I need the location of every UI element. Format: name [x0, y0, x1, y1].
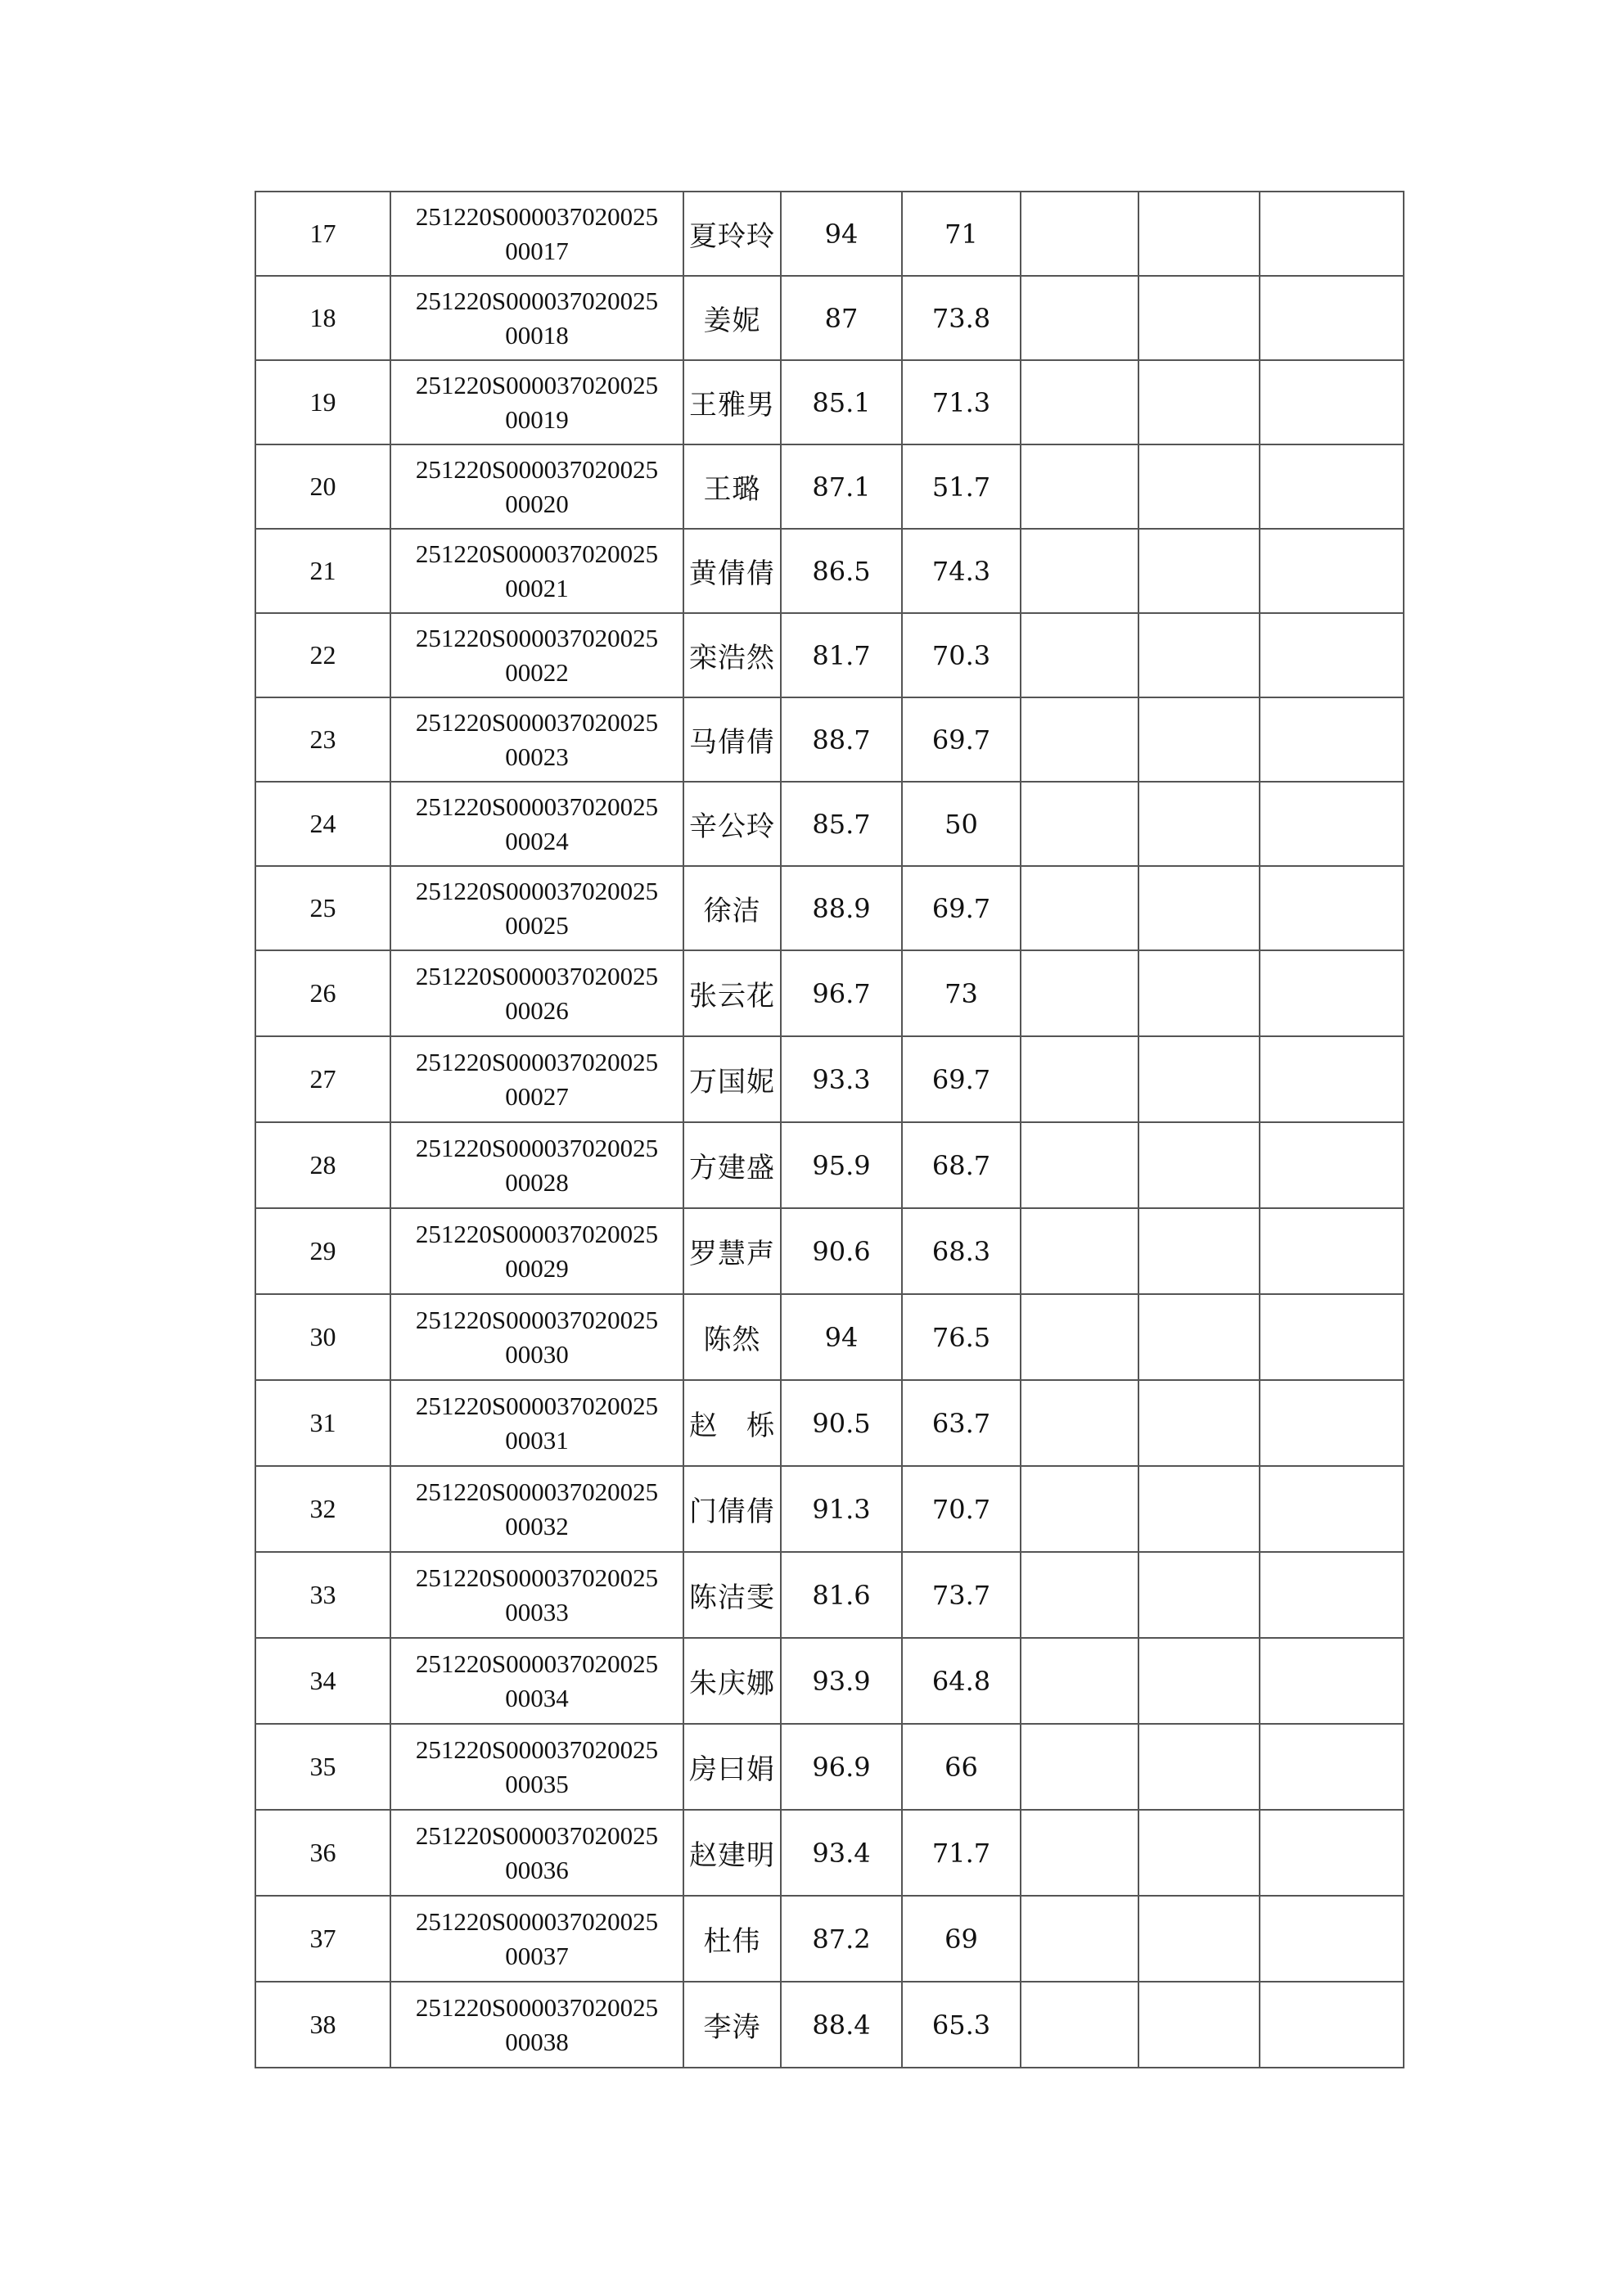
score2-cell: 69.7	[902, 866, 1021, 950]
empty-cell	[1138, 866, 1260, 950]
empty-cell	[1138, 1810, 1260, 1896]
table-row	[255, 1982, 1404, 2068]
exam-id-line2: 00037	[505, 1941, 569, 1970]
exam-id-cell	[390, 192, 683, 276]
name-cell: 罗慧声	[683, 1208, 781, 1294]
exam-id-line2: 00023	[505, 742, 569, 771]
table-row	[255, 950, 1404, 1036]
name-cell: 辛公玲	[683, 782, 781, 866]
score2-cell: 63.7	[902, 1380, 1021, 1466]
name-cell: 姜妮	[683, 276, 781, 360]
score1-cell: 94	[781, 192, 902, 276]
exam-id-line1: 251220S000037020025	[415, 370, 659, 399]
empty-cell	[1260, 1122, 1404, 1208]
score1-cell: 81.7	[781, 613, 902, 697]
score1-cell: 91.3	[781, 1466, 902, 1552]
empty-cell	[1021, 613, 1138, 697]
table-body	[255, 192, 1404, 2068]
table-row	[255, 1380, 1404, 1466]
score1-cell: 93.3	[781, 1036, 902, 1122]
empty-cell	[1138, 1122, 1260, 1208]
exam-id-line2: 00034	[505, 1683, 569, 1712]
exam-id-line1: 251220S000037020025	[415, 1047, 659, 1076]
table-row	[255, 697, 1404, 782]
score2-cell: 65.3	[902, 1982, 1021, 2068]
empty-cell	[1021, 529, 1138, 613]
empty-cell	[1260, 950, 1404, 1036]
score1-cell: 87.1	[781, 444, 902, 529]
score2-cell: 71	[902, 192, 1021, 276]
row-index-cell: 21	[255, 529, 390, 613]
score1-cell: 85.1	[781, 360, 902, 444]
table-row	[255, 1638, 1404, 1724]
exam-id-line2: 00028	[505, 1167, 569, 1197]
row-index-cell: 38	[255, 1982, 390, 2068]
empty-cell	[1021, 866, 1138, 950]
empty-cell	[1021, 1208, 1138, 1294]
exam-id-line2: 00033	[505, 1597, 569, 1626]
empty-cell	[1138, 950, 1260, 1036]
exam-id-line1: 251220S000037020025	[415, 961, 659, 990]
table-row	[255, 1294, 1404, 1380]
score2-cell: 69	[902, 1896, 1021, 1982]
exam-id-line1: 251220S000037020025	[415, 1906, 659, 1936]
exam-id-cell	[390, 950, 683, 1036]
exam-id-cell	[390, 360, 683, 444]
exam-id-line1: 251220S000037020025	[415, 1820, 659, 1850]
empty-cell	[1021, 1294, 1138, 1380]
exam-id-line2: 00038	[505, 2027, 569, 2056]
row-index-cell: 23	[255, 697, 390, 782]
exam-id-cell	[390, 697, 683, 782]
table-row	[255, 529, 1404, 613]
empty-cell	[1138, 529, 1260, 613]
exam-id-line2: 00035	[505, 1769, 569, 1798]
empty-cell	[1138, 697, 1260, 782]
score1-cell: 96.9	[781, 1724, 902, 1810]
name-cell: 夏玲玲	[683, 192, 781, 276]
score1-cell: 95.9	[781, 1122, 902, 1208]
name-cell: 黄倩倩	[683, 529, 781, 613]
exam-id-line2: 00032	[505, 1511, 569, 1540]
exam-id-cell	[390, 1552, 683, 1638]
empty-cell	[1138, 1638, 1260, 1724]
row-index-cell: 19	[255, 360, 390, 444]
table-row	[255, 1896, 1404, 1982]
table-row	[255, 1810, 1404, 1896]
exam-id-line1: 251220S000037020025	[415, 1734, 659, 1764]
empty-cell	[1260, 1380, 1404, 1466]
empty-cell	[1138, 1380, 1260, 1466]
exam-id-cell	[390, 444, 683, 529]
empty-cell	[1138, 1036, 1260, 1122]
score2-cell: 70.3	[902, 613, 1021, 697]
empty-cell	[1021, 360, 1138, 444]
name-cell: 王雅男	[683, 360, 781, 444]
empty-cell	[1260, 360, 1404, 444]
empty-cell	[1138, 1982, 1260, 2068]
exam-id-cell	[390, 1638, 683, 1724]
empty-cell	[1260, 697, 1404, 782]
exam-id-line2: 00024	[505, 826, 569, 855]
exam-id-line1: 251220S000037020025	[415, 1992, 659, 2022]
exam-id-cell	[390, 1036, 683, 1122]
empty-cell	[1260, 1810, 1404, 1896]
empty-cell	[1021, 1466, 1138, 1552]
empty-cell	[1260, 613, 1404, 697]
exam-id-cell	[390, 613, 683, 697]
exam-id-cell	[390, 1380, 683, 1466]
score1-cell: 87.2	[781, 1896, 902, 1982]
table-row	[255, 444, 1404, 529]
exam-id-line2: 00017	[505, 236, 569, 265]
score2-cell: 71.7	[902, 1810, 1021, 1896]
empty-cell	[1021, 1638, 1138, 1724]
exam-id-line1: 251220S000037020025	[415, 1219, 659, 1248]
score1-cell: 88.7	[781, 697, 902, 782]
empty-cell	[1260, 782, 1404, 866]
exam-id-line2: 00018	[505, 320, 569, 350]
name-cell: 张云花	[683, 950, 781, 1036]
exam-id-cell	[390, 782, 683, 866]
exam-id-cell	[390, 1208, 683, 1294]
exam-id-cell	[390, 1982, 683, 2068]
score2-cell: 71.3	[902, 360, 1021, 444]
exam-id-cell	[390, 1294, 683, 1380]
row-index-cell: 34	[255, 1638, 390, 1724]
exam-id-cell	[390, 1810, 683, 1896]
exam-id-line1: 251220S000037020025	[415, 1649, 659, 1678]
score2-cell: 69.7	[902, 1036, 1021, 1122]
table-row	[255, 1552, 1404, 1638]
empty-cell	[1260, 1896, 1404, 1982]
table-row	[255, 192, 1404, 276]
empty-cell	[1021, 276, 1138, 360]
table-row	[255, 866, 1404, 950]
table-row	[255, 782, 1404, 866]
score1-cell: 93.4	[781, 1810, 902, 1896]
empty-cell	[1138, 192, 1260, 276]
score2-cell: 68.7	[902, 1122, 1021, 1208]
empty-cell	[1138, 1896, 1260, 1982]
exam-id-line1: 251220S000037020025	[415, 539, 659, 568]
score1-cell: 93.9	[781, 1638, 902, 1724]
empty-cell	[1260, 1982, 1404, 2068]
score1-cell: 88.4	[781, 1982, 902, 2068]
exam-id-line2: 00019	[505, 404, 569, 434]
row-index-cell: 24	[255, 782, 390, 866]
empty-cell	[1260, 1552, 1404, 1638]
empty-cell	[1138, 1466, 1260, 1552]
table-row	[255, 613, 1404, 697]
exam-id-line2: 00031	[505, 1425, 569, 1455]
score1-cell: 85.7	[781, 782, 902, 866]
exam-id-line1: 251220S000037020025	[415, 286, 659, 315]
exam-id-cell	[390, 1122, 683, 1208]
name-cell: 陈然	[683, 1294, 781, 1380]
score1-cell: 94	[781, 1294, 902, 1380]
table-row	[255, 360, 1404, 444]
score2-cell: 73.7	[902, 1552, 1021, 1638]
exam-id-line2: 00027	[505, 1081, 569, 1111]
name-cell: 王璐	[683, 444, 781, 529]
exam-id-line2: 00029	[505, 1253, 569, 1283]
empty-cell	[1021, 192, 1138, 276]
row-index-cell: 17	[255, 192, 390, 276]
empty-cell	[1260, 276, 1404, 360]
empty-cell	[1021, 1036, 1138, 1122]
empty-cell	[1260, 192, 1404, 276]
score1-cell: 90.6	[781, 1208, 902, 1294]
empty-cell	[1260, 866, 1404, 950]
empty-cell	[1138, 1724, 1260, 1810]
empty-cell	[1021, 782, 1138, 866]
exam-id-line1: 251220S000037020025	[415, 1391, 659, 1420]
score2-cell: 70.7	[902, 1466, 1021, 1552]
empty-cell	[1260, 529, 1404, 613]
exam-id-line2: 00036	[505, 1855, 569, 1884]
exam-id-line2: 00021	[505, 573, 569, 602]
score1-cell: 88.9	[781, 866, 902, 950]
score-table	[255, 191, 1404, 2068]
name-cell: 门倩倩	[683, 1466, 781, 1552]
name-cell: 房曰娟	[683, 1724, 781, 1810]
empty-cell	[1021, 1552, 1138, 1638]
exam-id-line1: 251220S000037020025	[415, 876, 659, 905]
empty-cell	[1021, 444, 1138, 529]
exam-id-cell	[390, 866, 683, 950]
exam-id-line2: 00022	[505, 657, 569, 687]
exam-id-line1: 251220S000037020025	[415, 1305, 659, 1334]
name-cell: 方建盛	[683, 1122, 781, 1208]
row-index-cell: 28	[255, 1122, 390, 1208]
row-index-cell: 30	[255, 1294, 390, 1380]
row-index-cell: 35	[255, 1724, 390, 1810]
exam-id-line2: 00025	[505, 910, 569, 940]
empty-cell	[1138, 1552, 1260, 1638]
empty-cell	[1021, 1982, 1138, 2068]
exam-id-line2: 00030	[505, 1339, 569, 1369]
row-index-cell: 36	[255, 1810, 390, 1896]
empty-cell	[1138, 276, 1260, 360]
empty-cell	[1021, 1810, 1138, 1896]
name-cell: 赵 栎	[683, 1380, 781, 1466]
score2-cell: 73.8	[902, 276, 1021, 360]
name-cell: 杜伟	[683, 1896, 781, 1982]
score2-cell: 50	[902, 782, 1021, 866]
row-index-cell: 33	[255, 1552, 390, 1638]
name-cell: 李涛	[683, 1982, 781, 2068]
exam-id-line2: 00020	[505, 489, 569, 518]
table-row	[255, 1208, 1404, 1294]
score2-cell: 68.3	[902, 1208, 1021, 1294]
exam-id-cell	[390, 1896, 683, 1982]
empty-cell	[1260, 1294, 1404, 1380]
empty-cell	[1138, 444, 1260, 529]
empty-cell	[1260, 1638, 1404, 1724]
score2-cell: 74.3	[902, 529, 1021, 613]
row-index-cell: 25	[255, 866, 390, 950]
empty-cell	[1138, 1294, 1260, 1380]
table-row	[255, 1036, 1404, 1122]
name-cell: 朱庆娜	[683, 1638, 781, 1724]
score2-cell: 76.5	[902, 1294, 1021, 1380]
row-index-cell: 27	[255, 1036, 390, 1122]
score2-cell: 51.7	[902, 444, 1021, 529]
exam-id-line1: 251220S000037020025	[415, 454, 659, 484]
name-cell: 徐洁	[683, 866, 781, 950]
empty-cell	[1260, 1466, 1404, 1552]
empty-cell	[1021, 1724, 1138, 1810]
empty-cell	[1021, 1122, 1138, 1208]
exam-id-line1: 251220S000037020025	[415, 201, 659, 231]
exam-id-cell	[390, 1724, 683, 1810]
row-index-cell: 29	[255, 1208, 390, 1294]
exam-id-line1: 251220S000037020025	[415, 1563, 659, 1592]
empty-cell	[1260, 1036, 1404, 1122]
empty-cell	[1021, 697, 1138, 782]
row-index-cell: 31	[255, 1380, 390, 1466]
empty-cell	[1021, 1896, 1138, 1982]
row-index-cell: 26	[255, 950, 390, 1036]
exam-id-cell	[390, 529, 683, 613]
table-row	[255, 1122, 1404, 1208]
name-cell: 栾浩然	[683, 613, 781, 697]
empty-cell	[1138, 782, 1260, 866]
score1-cell: 81.6	[781, 1552, 902, 1638]
empty-cell	[1138, 360, 1260, 444]
exam-id-cell	[390, 276, 683, 360]
score1-cell: 96.7	[781, 950, 902, 1036]
row-index-cell: 22	[255, 613, 390, 697]
table-row	[255, 1724, 1404, 1810]
empty-cell	[1260, 444, 1404, 529]
row-index-cell: 20	[255, 444, 390, 529]
score1-cell: 87	[781, 276, 902, 360]
exam-id-cell	[390, 1466, 683, 1552]
score2-cell: 73	[902, 950, 1021, 1036]
score2-cell: 69.7	[902, 697, 1021, 782]
name-cell: 马倩倩	[683, 697, 781, 782]
score2-cell: 66	[902, 1724, 1021, 1810]
empty-cell	[1138, 1208, 1260, 1294]
row-index-cell: 32	[255, 1466, 390, 1552]
exam-id-line1: 251220S000037020025	[415, 792, 659, 821]
row-index-cell: 37	[255, 1896, 390, 1982]
empty-cell	[1260, 1724, 1404, 1810]
exam-id-line1: 251220S000037020025	[415, 623, 659, 652]
exam-id-line1: 251220S000037020025	[415, 707, 659, 737]
empty-cell	[1021, 950, 1138, 1036]
row-index-cell: 18	[255, 276, 390, 360]
table-row	[255, 1466, 1404, 1552]
name-cell: 万国妮	[683, 1036, 781, 1122]
name-cell: 赵建明	[683, 1810, 781, 1896]
exam-id-line2: 00026	[505, 995, 569, 1025]
empty-cell	[1138, 613, 1260, 697]
score1-cell: 86.5	[781, 529, 902, 613]
name-cell: 陈洁雯	[683, 1552, 781, 1638]
empty-cell	[1021, 1380, 1138, 1466]
exam-id-line1: 251220S000037020025	[415, 1477, 659, 1506]
table-row	[255, 276, 1404, 360]
score2-cell: 64.8	[902, 1638, 1021, 1724]
empty-cell	[1260, 1208, 1404, 1294]
score1-cell: 90.5	[781, 1380, 902, 1466]
exam-id-line1: 251220S000037020025	[415, 1133, 659, 1162]
